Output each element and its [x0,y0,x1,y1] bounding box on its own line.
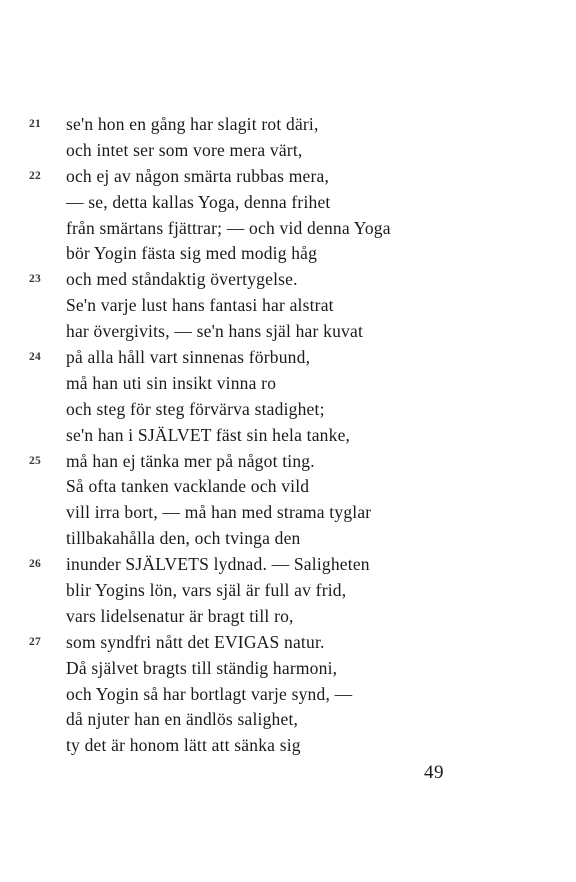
line-text: vars lidelsenatur är bragt till ro, [66,605,294,626]
poem-line [0,474,576,500]
line-text: och intet ser som vore mera värt, [66,139,303,160]
page-number: 49 [424,762,444,783]
line-text: må han uti sin insikt vinna ro [66,372,277,393]
poem-line [0,319,576,345]
line-text: har övergivits, — se'n hans själ har kuvat [66,321,364,342]
poem-line [0,267,576,293]
poem-line [0,449,576,475]
poem-line [0,630,576,656]
line-text: må han ej tänka mer på något ting. [66,450,315,471]
verse-number: 22 [29,169,41,182]
poem-line [0,526,576,552]
poem-line [0,682,576,708]
line-text: se'n han i SJÄLVET fäst sin hela tanke, [66,424,351,445]
line-text: tillbakahålla den, och tvinga den [66,528,301,549]
line-text: och Yogin så har bortlagt varje synd, — [66,683,353,704]
poem-line [0,707,576,733]
line-text: och steg för steg förvärva stadighet; [66,398,325,419]
line-text: och ej av någon smärta rubbas mera, [66,165,330,186]
poem-line [0,397,576,423]
verse-number: 27 [29,635,41,648]
line-text: som syndfri nått det EVIGAS natur. [66,631,325,652]
poem-line [0,164,576,190]
verse-number: 21 [29,118,41,130]
line-text: då njuter han en ändlös salighet, [66,709,299,730]
poem-line [0,241,576,267]
poem-line [0,578,576,604]
verse-number: 26 [29,558,41,571]
poem-line [0,293,576,319]
line-text: Då självet bragts till ständig harmoni, [66,657,338,678]
line-text: bör Yogin fästa sig med modig håg [66,243,318,264]
poem-line [0,190,576,216]
verse-number: 24 [29,351,41,364]
poem-line [0,423,576,449]
poem-line [0,345,576,371]
poem-text [0,112,576,759]
poem-line [0,733,576,759]
line-text: från smärtans fjättrar; — och vid denna Yoga [66,217,391,238]
line-text: — se, detta kallas Yoga, denna frihet [66,191,331,212]
poem-line [0,604,576,630]
line-text: på alla håll vart sinnenas förbund, [66,347,311,368]
line-text: inunder SJÄLVETS lydnad. — Saligheten [66,554,370,575]
line-text: Se'n varje lust hans fantasi har alstrat [66,295,334,316]
poem-line [0,112,576,138]
poem-line [0,371,576,397]
verse-number: 23 [29,273,41,286]
poem-line [0,500,576,526]
line-text: Så ofta tanken vacklande och vild [66,476,310,497]
line-text: vill irra bort, — må han med strama tyglar [66,502,372,523]
line-text: ty det är honom lätt att sänka sig [66,735,301,756]
poem-line [0,552,576,578]
line-text: och med ståndaktig övertygelse. [66,269,298,290]
poem-line [0,138,576,164]
poem-line [0,216,576,242]
verse-number: 25 [29,454,41,467]
line-text: se'n hon en gång har slagit rot däri, [66,114,319,134]
poem-line [0,656,576,682]
line-text: blir Yogins lön, vars själ är full av frid, [66,580,347,601]
